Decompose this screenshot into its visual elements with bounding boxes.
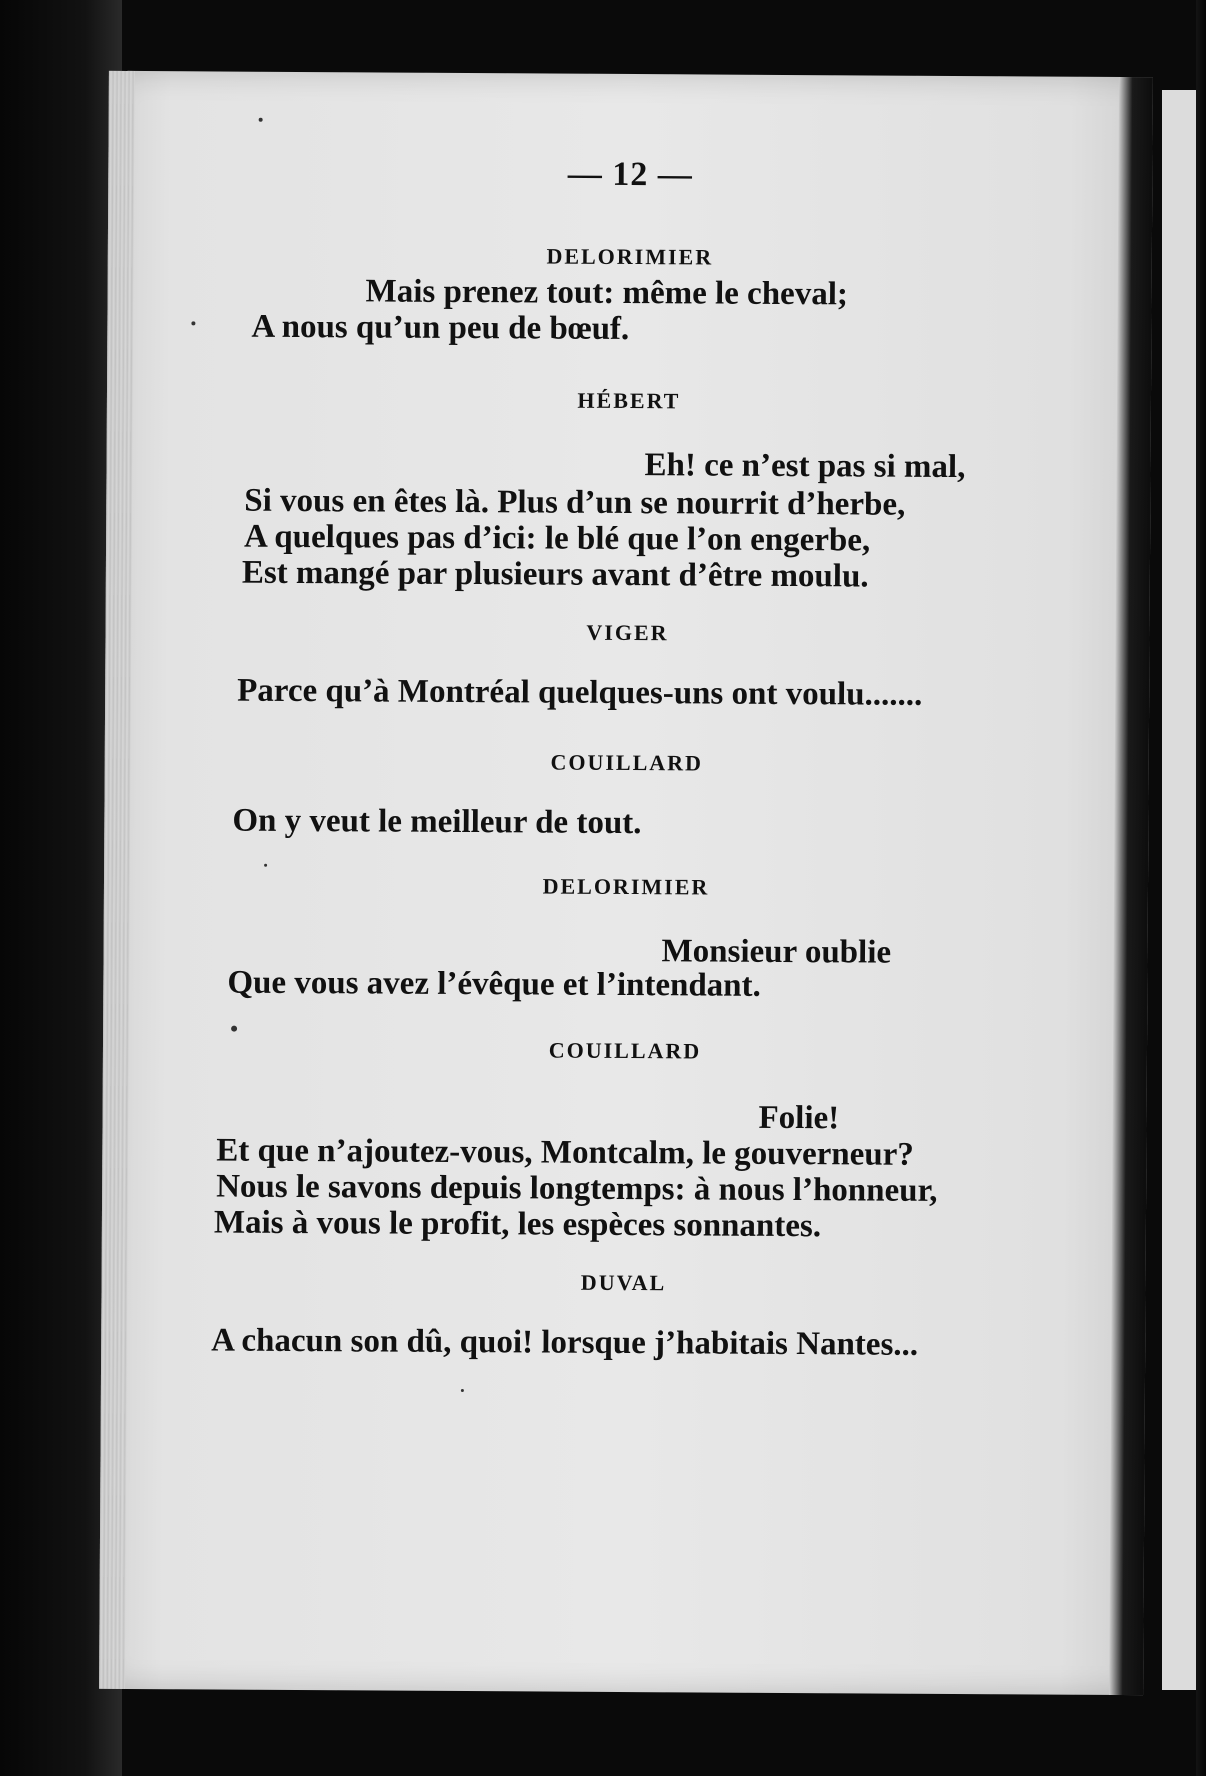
verse-line: Que vous avez l’évêque et l’intendant. — [227, 964, 761, 1004]
ink-speck — [231, 1026, 237, 1032]
speaker-name: DELORIMIER — [546, 243, 714, 270]
ink-speck — [259, 118, 263, 122]
verse-line: Folie! — [758, 1099, 840, 1137]
ink-speck — [264, 864, 267, 867]
speaker-name: DUVAL — [580, 1269, 667, 1296]
speaker-name: DELORIMIER — [542, 873, 710, 900]
verse-line: On y veut le meilleur de tout. — [232, 802, 642, 842]
verse-line: Est mangé par plusieurs avant d’être moulu. — [241, 554, 869, 595]
page-number: — 12 — — [567, 155, 693, 194]
ink-speck — [191, 321, 195, 325]
verse-line: Monsieur oublie — [661, 933, 892, 971]
speaker-name: HÉBERT — [577, 387, 681, 414]
ink-speck — [461, 1389, 464, 1392]
verse-line: A chacun son dû, quoi! lorsque j’habitais Nantes... — [211, 1322, 919, 1363]
verse-line: Mais prenez tout: même le cheval; — [365, 273, 849, 313]
verse-line: Parce qu’à Montréal quelques-uns ont voulu....... — [237, 672, 923, 713]
speaker-name: COUILLARD — [550, 749, 704, 776]
verse-line: A nous qu’un peu de bœuf. — [251, 308, 630, 348]
verse-line: Nous le savons depuis longtemps: à nous l’honneur, — [216, 1168, 938, 1209]
verse-line: Si vous en êtes là. Plus d’un se nourrit d’herbe, — [244, 482, 906, 523]
speaker-name: VIGER — [586, 619, 669, 646]
scan-background-right — [1196, 0, 1206, 1776]
verse-line: Eh! ce n’est pas si mal, — [644, 447, 966, 486]
page-text — [99, 71, 1153, 1695]
book-page — [99, 71, 1153, 1695]
verse-line: A quelques pas d’ici: le blé que l’on engerbe, — [243, 518, 871, 559]
verse-line: Mais à vous le profit, les espèces sonnantes. — [213, 1204, 822, 1245]
verse-line: Et que n’ajoutez-vous, Montcalm, le gouverneur? — [216, 1132, 914, 1173]
speaker-name: COUILLARD — [548, 1037, 702, 1064]
